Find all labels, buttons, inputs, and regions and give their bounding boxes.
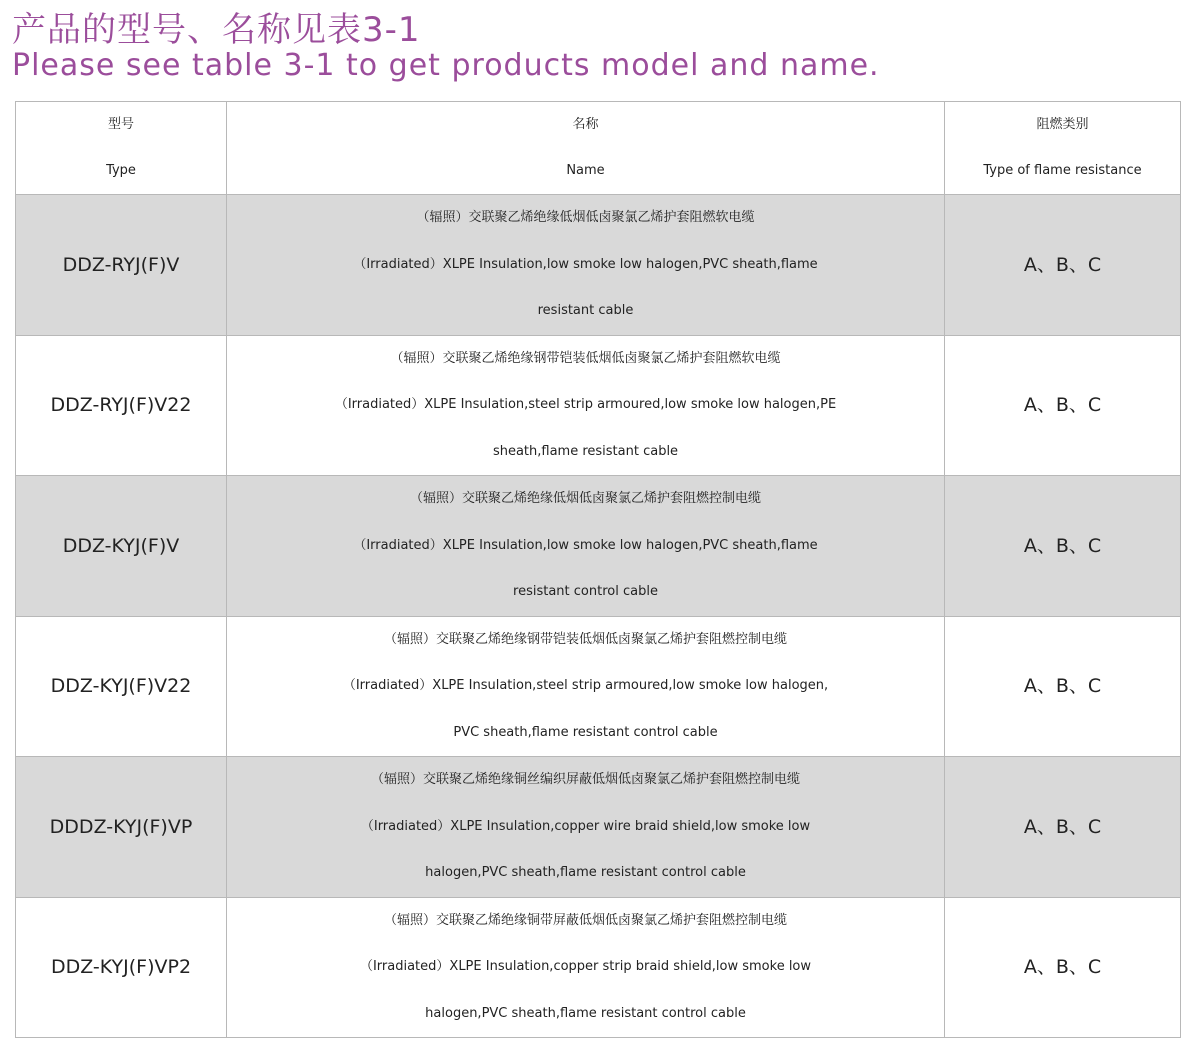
cell-name-en-1: （Irradiated）XLPE Insulation,steel strip armoured,low smoke low halogen,PE <box>334 397 837 412</box>
header-type-en: Type <box>106 163 136 178</box>
header-name-zh: 名称 <box>572 117 599 132</box>
cell-name-en-1: （Irradiated）XLPE Insulation,copper wire braid shield,low smoke low <box>360 818 811 834</box>
table-row <box>16 757 1181 898</box>
table-row <box>16 335 1181 476</box>
header-flame <box>945 102 1181 195</box>
cell-name-zh: （辐照）交联聚乙烯绝缘铜带屏蔽低烟低卤聚氯乙烯护套阻燃控制电缆 <box>383 912 787 928</box>
cell-name <box>227 757 945 898</box>
cell-name-en-2: halogen,PVC sheath,flame resistant control cable <box>425 865 746 880</box>
cell-name-en-1: （Irradiated）XLPE Insulation,copper strip braid shield,low smoke low <box>359 959 812 974</box>
cell-name-en-1: （Irradiated）XLPE Insulation,low smoke low halogen,PVC sheath,flame <box>353 537 818 553</box>
cell-name-zh: （辐照）交联聚乙烯绝缘低烟低卤聚氯乙烯护套阻燃软电缆 <box>416 210 755 225</box>
header-flame-en: Type of flame resistance <box>983 163 1142 178</box>
cell-name-en-2: PVC sheath,flame resistant control cable <box>453 724 718 740</box>
cell-type: DDZ-RYJ(F)V <box>16 195 227 336</box>
cell-type: DDZ-KYJ(F)V <box>16 476 227 617</box>
cell-name <box>227 476 945 617</box>
cell-name <box>227 335 945 476</box>
header-type-zh: 型号 <box>107 117 134 132</box>
table-row <box>16 616 1181 757</box>
table-row <box>16 897 1181 1038</box>
cell-flame: A、B、C <box>945 476 1181 617</box>
header-type <box>16 102 227 195</box>
cell-name <box>227 195 945 336</box>
cell-type: DDDZ-KYJ(F)VP <box>16 757 227 898</box>
cell-name-en-2: sheath,flame resistant cable <box>492 443 679 459</box>
cell-type: DDZ-KYJ(F)V22 <box>16 616 227 757</box>
cell-flame: A、B、C <box>945 897 1181 1038</box>
page-title-en: Please see table 3-1 to get products model and name. <box>12 48 880 83</box>
cell-name-en-1: （Irradiated）XLPE Insulation,steel strip armoured,low smoke low halogen, <box>342 678 829 693</box>
table-row <box>16 476 1181 617</box>
header-name <box>227 102 945 195</box>
cell-flame: A、B、C <box>945 335 1181 476</box>
cell-name-en-1: （Irradiated）XLPE Insulation,low smoke low halogen,PVC sheath,flame <box>353 256 818 272</box>
cell-name <box>227 897 945 1038</box>
cell-flame: A、B、C <box>945 616 1181 757</box>
table-header-row <box>16 102 1181 195</box>
table-row <box>16 195 1181 336</box>
header-name-en: Name <box>566 163 605 178</box>
cell-name-en-2: resistant control cable <box>513 584 658 599</box>
cell-flame: A、B、C <box>945 757 1181 898</box>
cell-name-zh: （辐照）交联聚乙烯绝缘钢带铠装低烟低卤聚氯乙烯护套阻燃控制电缆 <box>383 631 787 647</box>
page-title-zh: 产品的型号、名称见表3-1 <box>12 10 421 50</box>
cell-flame: A、B、C <box>945 195 1181 336</box>
cell-type: DDZ-RYJ(F)V22 <box>16 335 227 476</box>
header-flame-zh: 阻燃类别 <box>1036 117 1089 132</box>
cell-name-en-2: resistant cable <box>537 303 634 318</box>
cell-type: DDZ-KYJ(F)VP2 <box>16 897 227 1038</box>
cell-name-zh: （辐照）交联聚乙烯绝缘铜丝编织屏蔽低烟低卤聚氯乙烯护套阻燃控制电缆 <box>370 772 800 787</box>
cell-name <box>227 616 945 757</box>
cell-name-zh: （辐照）交联聚乙烯绝缘低烟低卤聚氯乙烯护套阻燃控制电缆 <box>409 491 761 506</box>
cell-name-zh: （辐照）交联聚乙烯绝缘钢带铠装低烟低卤聚氯乙烯护套阻燃软电缆 <box>390 350 781 366</box>
product-model-table <box>15 101 1181 1038</box>
cell-name-en-2: halogen,PVC sheath,flame resistant control cable <box>425 1005 746 1021</box>
